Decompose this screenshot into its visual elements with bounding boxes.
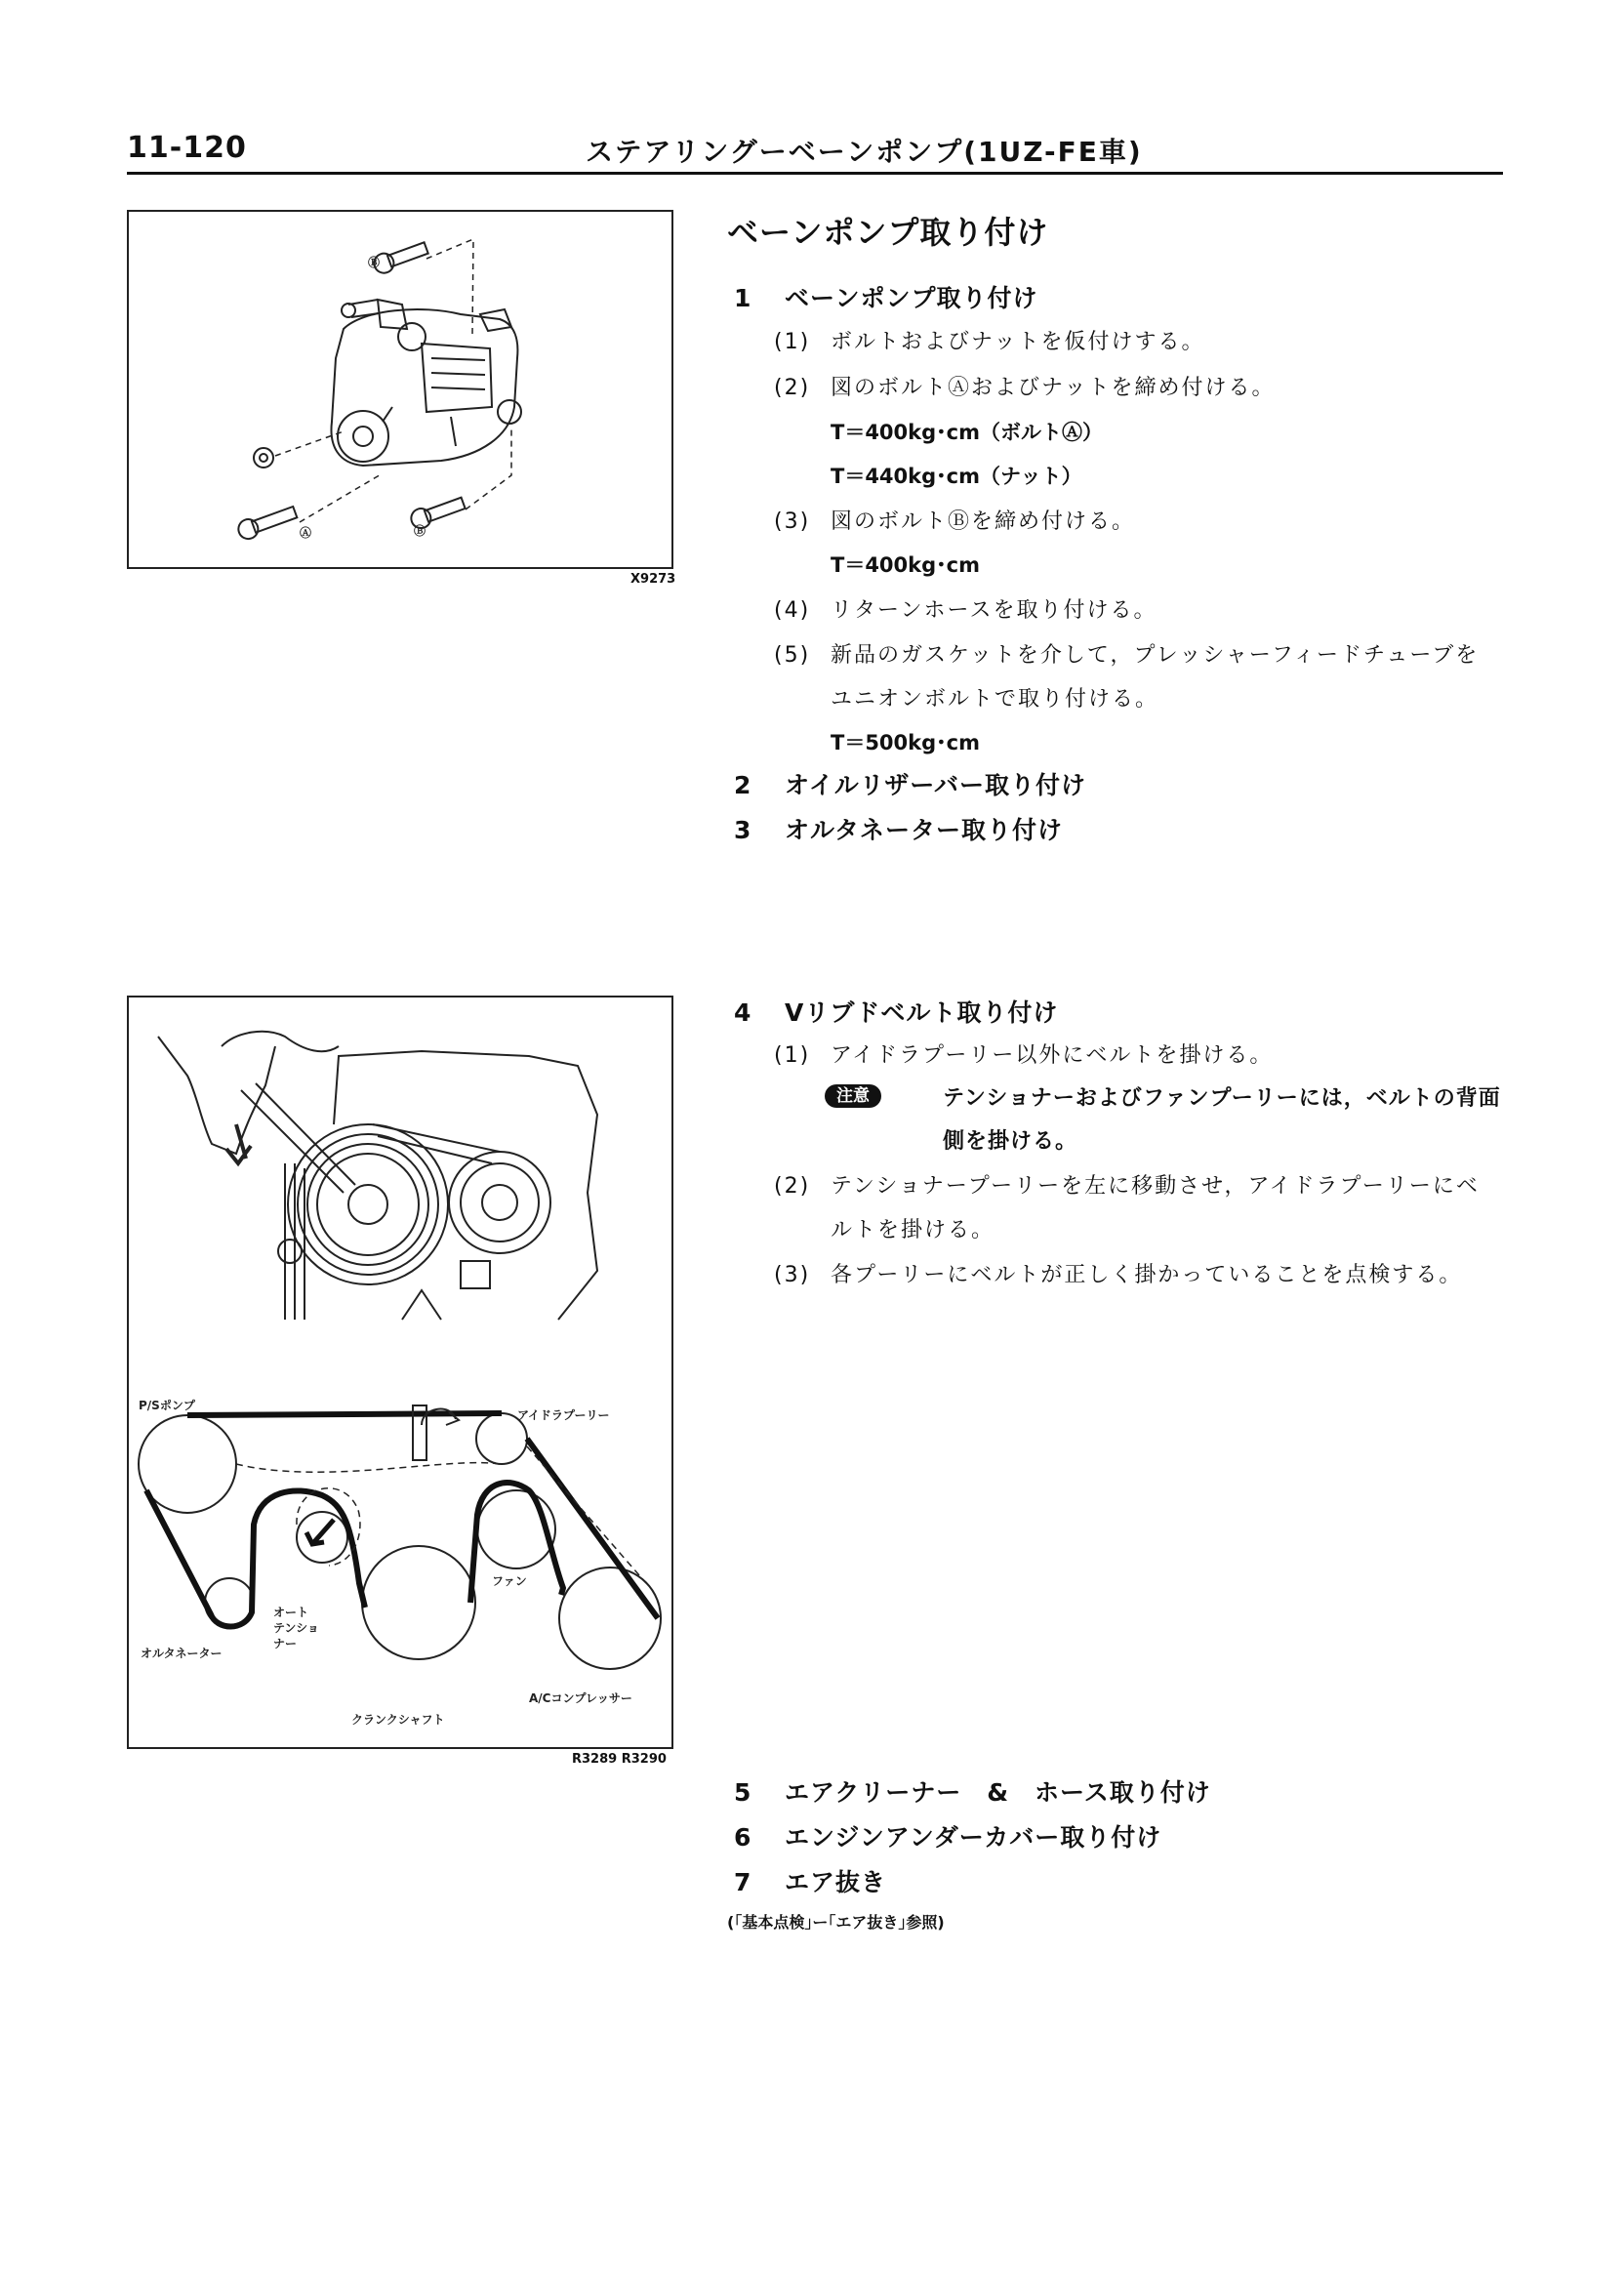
step-number: 4 xyxy=(734,998,752,1027)
sub-number: (3) xyxy=(774,509,811,534)
step-number: 5 xyxy=(734,1778,752,1807)
step4-sub2-cont: ルトを掛ける。 xyxy=(831,1218,995,1242)
sub-text: テンショナープーリーを左に移動させ，アイドラプーリーにベ xyxy=(831,1174,1480,1199)
step1-sub1 xyxy=(774,325,1205,355)
label-alternator: オルタネーター xyxy=(141,1647,223,1660)
step-label: オイルリザーバー取り付け xyxy=(785,771,1087,799)
sub-number: (2) xyxy=(774,376,811,400)
label-ps-pump: P/Sポンプ xyxy=(139,1399,195,1412)
crankshaft-pulley xyxy=(362,1546,475,1659)
figure-vane-pump xyxy=(127,210,673,569)
step1-sub3 xyxy=(774,505,1135,535)
step-number: 3 xyxy=(734,816,752,844)
belt-routing-illustration xyxy=(129,998,671,1747)
step-6 xyxy=(734,1818,1161,1853)
label-auto-tensioner-1: オート xyxy=(273,1606,309,1619)
step4-sub1 xyxy=(774,1038,1273,1069)
page-title: ステアリングーベーンポンプ(1UZ-FE車) xyxy=(586,136,1143,168)
label-auto-tensioner-3: ナー xyxy=(273,1637,298,1650)
step-label: オルタネーター取り付け xyxy=(785,816,1064,844)
step-5 xyxy=(734,1773,1211,1809)
caution-note xyxy=(825,1081,881,1106)
label-crankshaft: クランクシャフト xyxy=(351,1713,445,1727)
sub-number: (1) xyxy=(774,330,811,354)
step-number: 6 xyxy=(734,1823,752,1852)
step-4 xyxy=(734,994,1058,1029)
step-1 xyxy=(734,279,1038,314)
sub-text: 図のボルトⒶおよびナットを締め付ける。 xyxy=(831,376,1276,400)
torque-union-bolt: T＝500kg･cm xyxy=(831,731,980,754)
sub-number: (3) xyxy=(774,1263,811,1287)
torque-bolt-b: T＝400kg･cm xyxy=(831,553,980,577)
step1-sub5-cont: ユニオンボルトで取り付ける。 xyxy=(831,687,1159,712)
step-number: 1 xyxy=(734,284,752,312)
sub-text: 各プーリーにベルトが正しく掛かっていることを点検する。 xyxy=(831,1263,1463,1287)
step1-sub5 xyxy=(774,638,1479,669)
step1-sub4 xyxy=(774,593,1157,624)
step4-sub3 xyxy=(774,1258,1462,1288)
figure-belt-routing xyxy=(127,996,673,1749)
caution-badge: 注意 xyxy=(825,1084,881,1108)
caution-line-2: 側を掛ける。 xyxy=(943,1129,1078,1154)
step-label: ベーンポンプ取り付け xyxy=(785,284,1038,312)
auto-tensioner-pulley xyxy=(297,1512,347,1563)
label-idler-pulley: アイドラプーリー xyxy=(517,1408,610,1422)
section-title: ベーンポンプ取り付け xyxy=(727,214,1049,251)
sub-text: ボルトおよびナットを仮付けする。 xyxy=(831,330,1205,354)
page-number: 11-120 xyxy=(127,131,247,165)
step-2 xyxy=(734,766,1086,801)
bolt-b-label-top: Ⓑ xyxy=(368,256,381,269)
step-label: エアクリーナー & ホース取り付け xyxy=(785,1778,1211,1807)
figure1-code: X9273 xyxy=(630,572,676,587)
sub-number: (4) xyxy=(774,598,811,623)
sub-number: (1) xyxy=(774,1043,811,1068)
caution-line-1: テンショナーおよびファンプーリーには，ベルトの背面 xyxy=(943,1086,1501,1111)
step-label: Vリブドベルト取り付け xyxy=(785,998,1059,1027)
step-number: 7 xyxy=(734,1868,752,1896)
sub-number: (5) xyxy=(774,643,811,668)
sub-text: アイドラプーリー以外にベルトを掛ける。 xyxy=(831,1043,1274,1068)
header-rule xyxy=(127,172,1503,175)
reference-note: (｢基本点検｣ー｢エア抜き｣参照) xyxy=(727,1913,945,1932)
sub-text: 図のボルトⒷを締め付ける。 xyxy=(831,509,1136,534)
label-ac-compressor: A/Cコンプレッサー xyxy=(529,1691,632,1705)
bolt-b-label-bottom: Ⓑ xyxy=(414,524,426,538)
label-auto-tensioner-2: テンショ xyxy=(273,1621,319,1635)
sub-text: 新品のガスケットを介して，プレッシャーフィードチューブを xyxy=(831,643,1480,668)
step-3 xyxy=(734,811,1063,846)
label-fan: ファン xyxy=(492,1574,527,1588)
step-label: エンジンアンダーカバー取り付け xyxy=(785,1823,1162,1852)
step-7 xyxy=(734,1863,886,1898)
figure2-code: R3289 R3290 xyxy=(572,1752,667,1767)
step4-sub2 xyxy=(774,1169,1480,1200)
torque-nut: T＝440kg･cm（ナット） xyxy=(831,465,1082,488)
step-label: エア抜き xyxy=(785,1868,887,1896)
step-number: 2 xyxy=(734,771,752,799)
step1-sub2 xyxy=(774,371,1276,401)
sub-number: (2) xyxy=(774,1174,811,1199)
bolt-a-label: Ⓐ xyxy=(300,526,312,540)
vane-pump-illustration xyxy=(129,212,671,567)
sub-text: リターンホースを取り付ける。 xyxy=(831,598,1157,623)
torque-bolt-a: T＝400kg･cm（ボルトⒶ） xyxy=(831,421,1103,444)
